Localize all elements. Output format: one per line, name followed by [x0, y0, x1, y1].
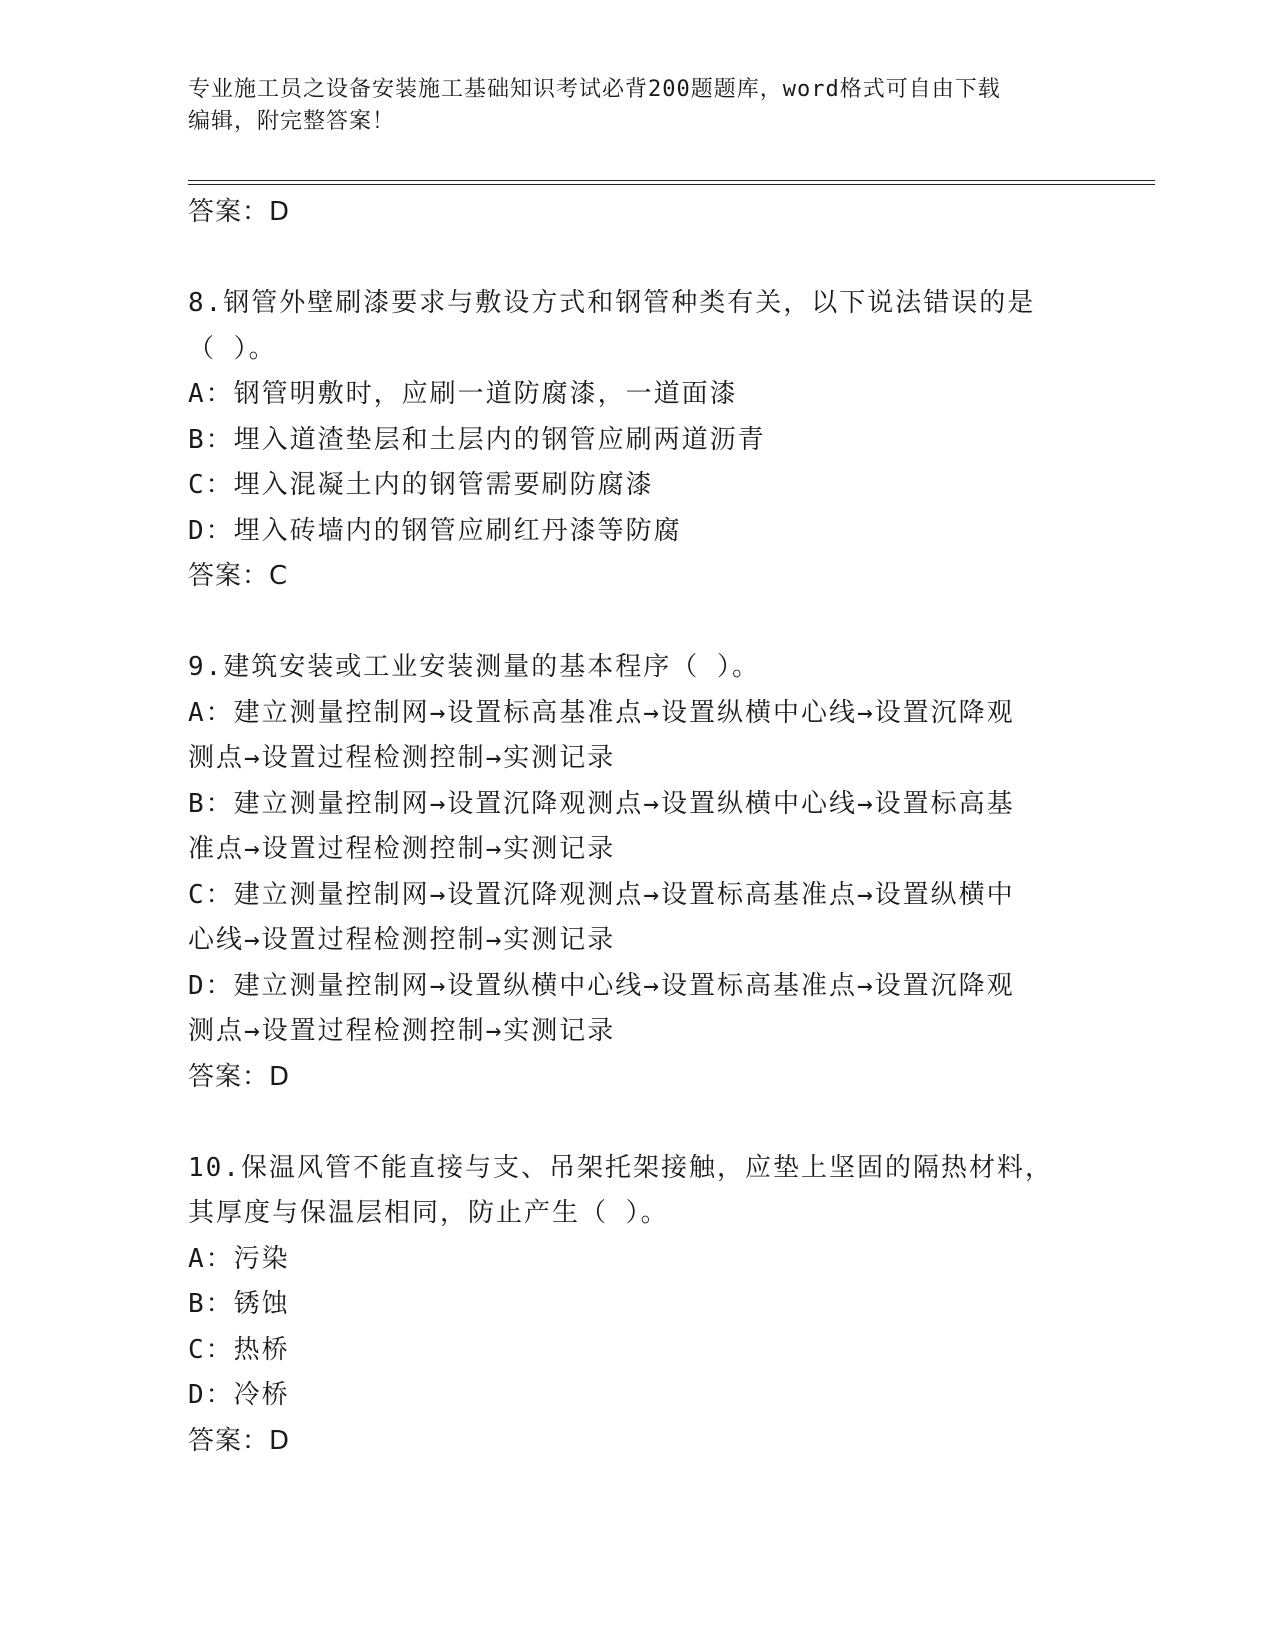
option-b: B：埋入道渣垫层和土层内的钢管应刷两道沥青	[188, 424, 766, 455]
spacer	[188, 600, 1088, 646]
option-c: C：建立测量控制网→设置沉降观测点→设置标高基准点→设置纵横中	[188, 879, 1015, 910]
answer-line: 答案：D	[188, 197, 291, 227]
option-d: D：冷桥	[188, 1380, 290, 1410]
option-a: A：钢管明敷时，应刷一道防腐漆，一道面漆	[188, 379, 738, 409]
spacer	[188, 236, 1088, 282]
option-a: A：建立测量控制网→设置标高基准点→设置纵横中心线→设置沉降观	[188, 697, 1015, 728]
answer-line: 答案：C	[188, 561, 289, 591]
question-block-8	[188, 281, 1088, 600]
document-header	[188, 74, 1088, 138]
question-text: （ ）。	[188, 333, 277, 364]
questions-body	[188, 190, 1088, 1464]
header-divider	[188, 180, 1155, 181]
option-a-continued: 测点→设置过程检测控制→实测记录	[188, 743, 616, 773]
option-c-continued: 心线→设置过程检测控制→实测记录	[188, 925, 616, 955]
question-block-9	[188, 645, 1088, 1100]
answer-line: 答案：D	[188, 1425, 291, 1456]
header-line-1: 专业施工员之设备安装施工基础知识考试必背200题题库，word格式可自由下载	[188, 77, 1001, 102]
header-line-2: 编辑，附完整答案！	[188, 109, 396, 134]
answer-line: 答案：D	[188, 1061, 291, 1092]
option-d: D：建立测量控制网→设置纵横中心线→设置标高基准点→设置沉降观	[188, 970, 1015, 1001]
question-text: 其厚度与保温层相同，防止产生（ ）。	[188, 1198, 669, 1228]
question-text: 9.建筑安装或工业安装测量的基本程序（ ）。	[188, 652, 760, 682]
question-block-10	[188, 1146, 1088, 1465]
option-a: A：污染	[188, 1243, 290, 1274]
option-d: D：埋入砖墙内的钢管应刷红丹漆等防腐	[188, 515, 682, 546]
question-text: 8.钢管外壁刷漆要求与敷设方式和钢管种类有关，以下说法错误的是	[188, 288, 1036, 318]
option-c: C：埋入混凝土内的钢管需要刷防腐漆	[188, 470, 654, 500]
option-b: B：建立测量控制网→设置沉降观测点→设置纵横中心线→设置标高基	[188, 788, 1015, 819]
option-d-continued: 测点→设置过程检测控制→实测记录	[188, 1016, 616, 1046]
spacer	[188, 1100, 1088, 1146]
option-b-continued: 准点→设置过程检测控制→实测记录	[188, 834, 616, 864]
header-divider-second	[188, 184, 1155, 185]
option-c: C：热桥	[188, 1334, 290, 1365]
question-text: 10.保温风管不能直接与支、吊架托架接触，应垫上坚固的隔热材料，	[188, 1152, 1053, 1183]
option-b: B：锈蚀	[188, 1289, 290, 1319]
